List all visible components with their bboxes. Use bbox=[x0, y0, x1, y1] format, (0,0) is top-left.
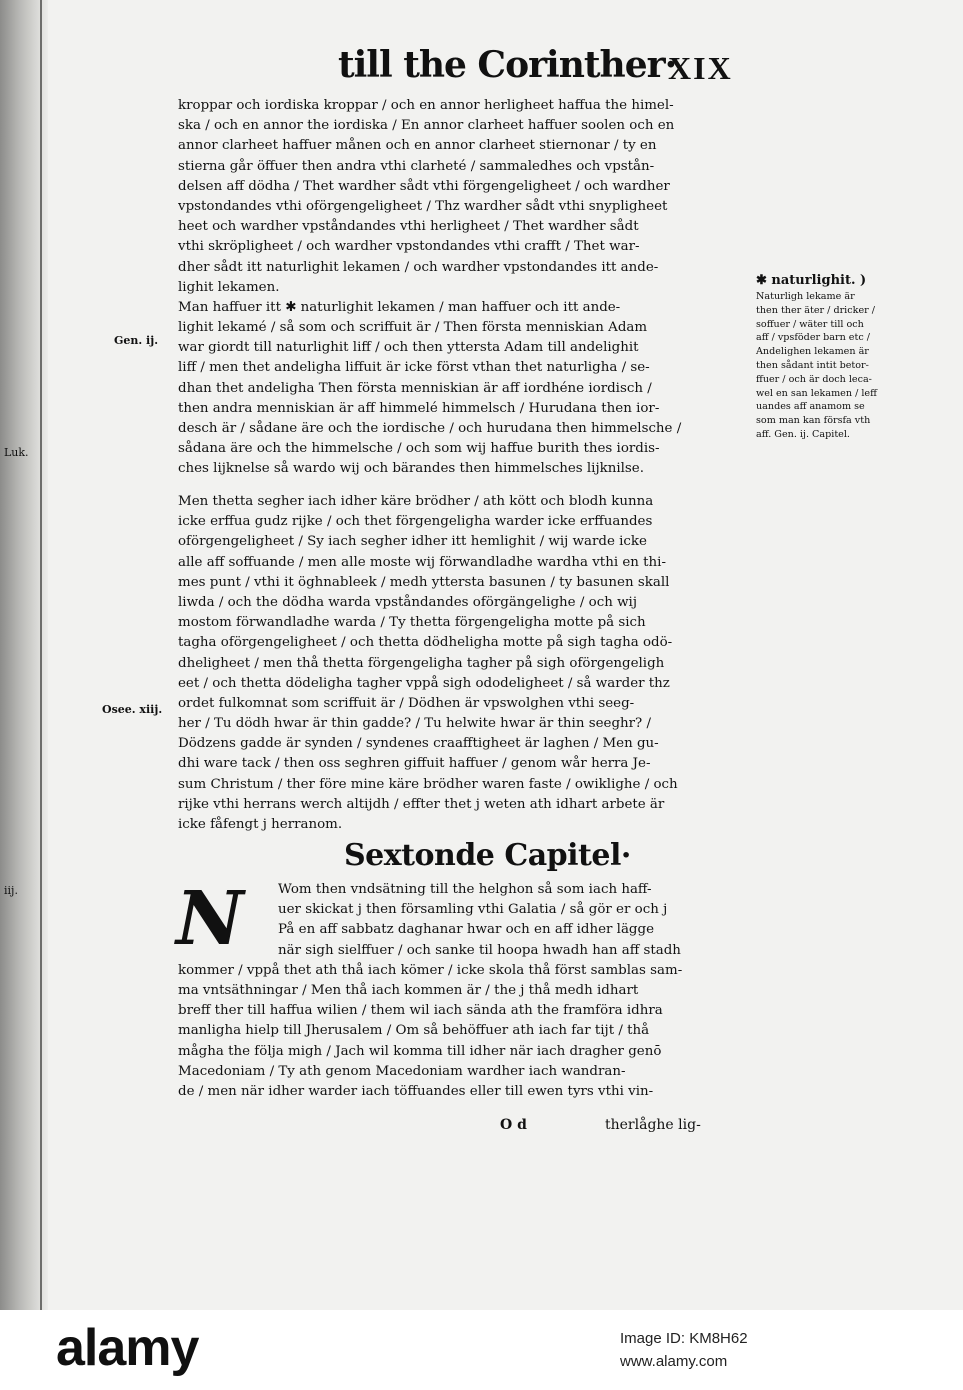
text-line: ches lijknelse så wardo wij och bärandes then himmelsches lijknilse. bbox=[178, 461, 644, 477]
margin-reference: Gen. ij. bbox=[114, 334, 159, 347]
text-line: sådana äre och the himmelsche / och som wij haffue burith thes iordis- bbox=[178, 441, 660, 457]
body-text-block-one bbox=[178, 96, 738, 480]
text-line: uer skickat j then församling vthi Galatia / så gör er och j bbox=[278, 902, 668, 918]
text-line: alle aff soffuande / men alle moste wij förwandladhe wardha vthi en thi- bbox=[178, 554, 666, 570]
gloss-line: ffuer / och är doch leca- bbox=[756, 373, 872, 385]
text-line: ma vntsäthningar / Men thå iach kommen är / the j thå medh idhart bbox=[178, 982, 639, 998]
text-line: dhan thet andeligha Then första menniskian är aff iordhéne iordisch / bbox=[178, 380, 652, 396]
image-id: Image ID: KM8H62 bbox=[620, 1330, 748, 1347]
gloss-line: then sådant intit betor- bbox=[756, 359, 869, 371]
text-line: mes punt / vthi it öghnableek / medh yttersta basunen / ty basunen skall bbox=[178, 574, 670, 590]
margin-reference: Osee. xiij. bbox=[102, 703, 163, 716]
gloss-line: uandes aff anamom se bbox=[756, 401, 865, 413]
gutter-edge bbox=[40, 0, 42, 1390]
text-line: desch är / sådane äre och the iordische / och hurudana then himmelsche / bbox=[178, 421, 682, 436]
decorated-initial: N bbox=[176, 876, 244, 962]
text-line: vpstondandes vthi oförgengeligheet / Thz wardher sådt vthi snypligheet bbox=[178, 198, 668, 214]
text-line: lighit lekamen. bbox=[178, 279, 280, 295]
text-line: ska / och en annor the iordiska / En annor clarheet haffuer soolen och en bbox=[178, 118, 675, 134]
gloss-line: Naturligh lekame är bbox=[756, 291, 855, 302]
stock-meta bbox=[620, 1330, 950, 1370]
text-line: rijke vthi herrans werch altijdh / effter thet j weten ath idhart arbete är bbox=[178, 796, 665, 812]
text-line: annor clarheet haffuer månen och en annor clarheet stiernonar / ty en bbox=[178, 138, 657, 154]
folio-number: XIX bbox=[668, 50, 733, 86]
gloss-line: som man kan försfa vth bbox=[756, 415, 871, 427]
text-line: Men thetta segher iach idher käre brödher / ath kött och blodh kunna bbox=[178, 494, 654, 509]
text-line: ordet fulkomnat som scriffuit är / Dödhen är vpswolghen vthi seeg- bbox=[178, 695, 635, 711]
text-line: sum Christum / ther före mine käre brödher waren faste / owiklighe / och bbox=[178, 776, 678, 792]
text-line: her / Tu dödh hwar är thin gadde? / Tu helwite hwar är thin seeghr? / bbox=[178, 716, 651, 732]
gloss-line: aff / vpsföder barn etc / bbox=[756, 332, 870, 344]
text-line: Man haffuer itt ✱ naturlighit lekamen / man haffuer och itt ande- bbox=[178, 299, 621, 315]
text-line: heet och wardher vpståndandes vthi herligheet / Thet wardher sådt bbox=[178, 219, 639, 235]
text-line: dher sådt itt naturlighit lekamen / och wardher vpstondandes itt ande- bbox=[178, 259, 659, 275]
text-line: delsen aff dödha / Thet wardher sådt vthi förgengeligheet / och wardher bbox=[178, 178, 670, 194]
text-line: kommer / vppå thet ath thå iach kömer / icke skola thå först samblas sam- bbox=[178, 962, 683, 978]
text-line: dheligheet / men thå thetta förgengeligha tagher på sigh oförgengeligh bbox=[178, 655, 665, 671]
chapter-heading: Sextonde Capitel· bbox=[344, 838, 631, 873]
text-line: oförgengeligheet / Sy iach segher idher itt hemlighit / wij warde icke bbox=[178, 534, 647, 550]
running-head: till the Corinther· bbox=[338, 44, 677, 86]
text-line: breff ther till haffua wilien / them wil iach sända ath the framföra idhra bbox=[178, 1003, 663, 1019]
signature-mark: O d bbox=[500, 1117, 527, 1133]
text-line: de / men när idher warder iach töffuandes eller till ewen tyrs vthi vin- bbox=[178, 1083, 654, 1099]
text-line: then andra menniskian är aff himmelé himmelsch / Hurudana then ior- bbox=[178, 400, 660, 416]
text-line: war giordt till naturlighit liff / och then yttersta Adam till andelighit bbox=[178, 340, 639, 356]
text-line: Dödzens gadde är synden / syndenes craafftigheet är laghen / Men gu- bbox=[178, 736, 659, 752]
text-line: Wom then vndsätning till the helghon så som iach haff- bbox=[278, 882, 652, 897]
text-line: icke fåfengt j herranom. bbox=[178, 817, 343, 832]
gloss-line: Andelighen lekamen är bbox=[756, 346, 869, 358]
text-line: lighit lekamé / så som och scriffuit är / Then första menniskian Adam bbox=[178, 320, 648, 336]
text-line: icke erffua gudz rijke / och thet förgengeligha warder icke erffuandes bbox=[178, 514, 653, 530]
text-line: liwda / och the dödha warda vpståndandes oförgängelighe / och wij bbox=[178, 594, 637, 610]
text-line: Macedoniam / Ty ath genom Macedoniam wardher iach wandran- bbox=[178, 1063, 626, 1079]
body-text-block-three bbox=[176, 876, 738, 1102]
text-line: när sigh sielffuer / och sanke til hoopa hwadh han aff stadh bbox=[278, 942, 681, 958]
stock-logo: alamy bbox=[56, 1319, 199, 1377]
facing-page-reference: Luk. bbox=[4, 446, 29, 459]
catchword: therlåghe lig- bbox=[605, 1117, 701, 1133]
gloss-line: wel en san lekamen / leff bbox=[756, 387, 877, 399]
marginal-gloss bbox=[756, 272, 906, 442]
gloss-line: then ther äter / dricker / bbox=[756, 304, 875, 316]
text-line: stierna går öffuer then andra vthi clarheté / sammaledhes och vpstån- bbox=[178, 158, 655, 174]
facing-page-reference: iij. bbox=[4, 884, 18, 897]
text-line: mågha the följa migh / Jach wil komma till idher när iach dragher genō bbox=[178, 1043, 662, 1059]
text-line: kroppar och iordiska kroppar / och en annor herligheet haffua the himel- bbox=[178, 98, 674, 113]
stock-url: www.alamy.com bbox=[620, 1353, 728, 1370]
text-line: På en aff sabbatz daghanar hwar och en aff idher lägge bbox=[278, 922, 655, 938]
text-line: liff / men thet andeligha liffuit är icke först vthan thet naturligha / se- bbox=[178, 360, 650, 376]
gloss-heading: ✱ naturlighit. ) bbox=[756, 273, 867, 288]
text-line: vthi skröpligheet / och wardher vpstondandes vthi crafft / Thet war- bbox=[178, 239, 640, 255]
text-line: eet / och thetta dödeligha tagher vppå sigh ododeligheet / så warder thz bbox=[178, 675, 670, 691]
text-line: mostom förwandladhe warda / Ty thetta förgengeligha motte på sich bbox=[178, 615, 646, 631]
gloss-line: aff. Gen. ij. Capitel. bbox=[756, 428, 850, 440]
text-line: dhi ware tack / then oss seghren giffuit haffuer / genom wår herra Je- bbox=[178, 756, 651, 772]
body-text-block-two bbox=[178, 492, 738, 835]
text-line: manligha hielp till Jherusalem / Om så behöffuer ath iach far tijt / thå bbox=[178, 1023, 650, 1039]
gloss-line: soffuer / wäter till och bbox=[756, 318, 864, 330]
text-line: tagha oförgengeligheet / och thetta dödheligha motte på sigh tagha odö- bbox=[178, 635, 673, 651]
